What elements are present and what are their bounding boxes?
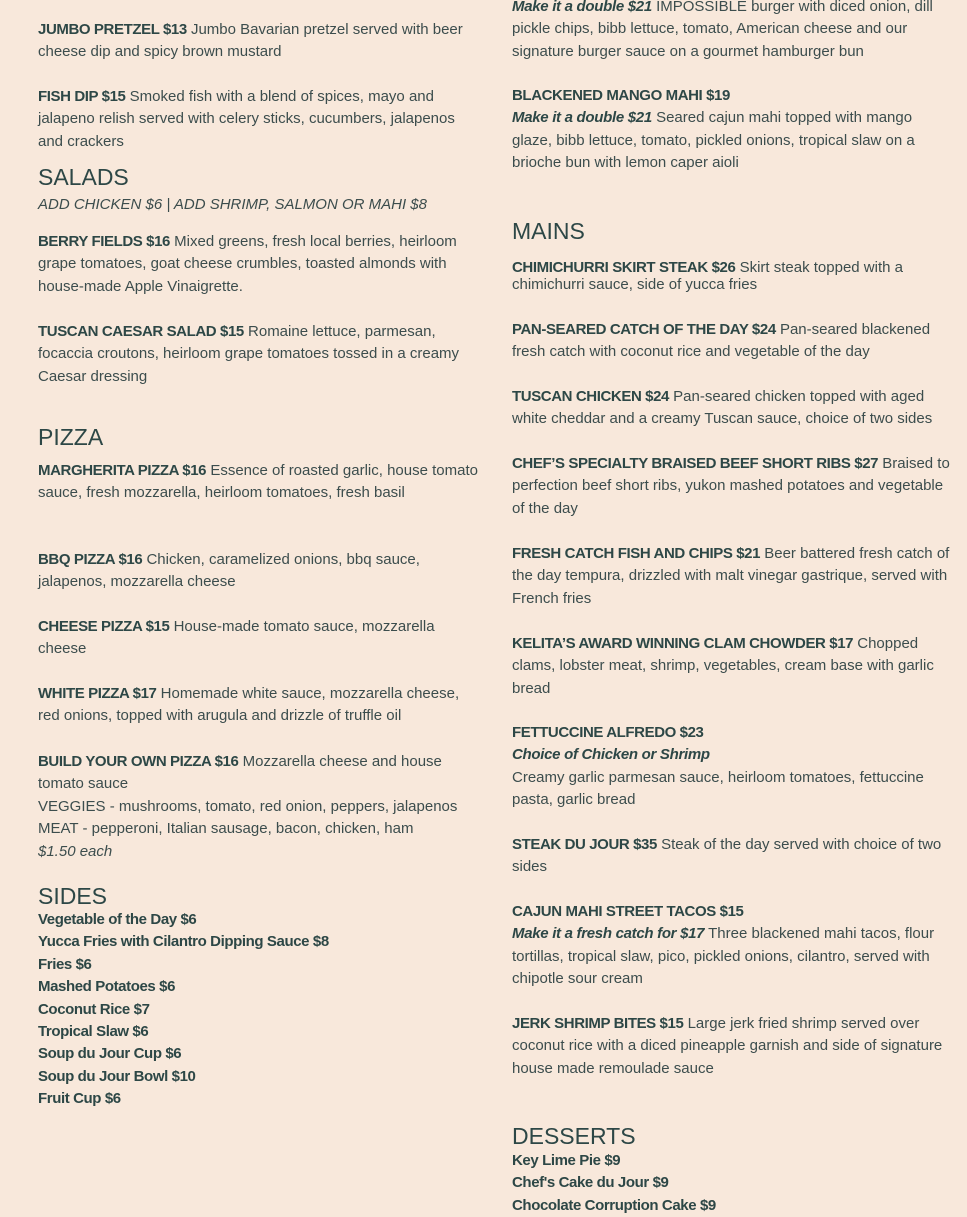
item-description: Chicken, caramelized onions, bbq sauce, jalapenos, mozzarella cheese xyxy=(38,551,420,591)
menu-item-tuscan-chicken xyxy=(512,386,952,431)
item-name: CHEF’S SPECIALTY BRAISED BEEF SHORT RIBS $27 xyxy=(512,455,879,472)
item-name: BERRY FIELDS $16 xyxy=(38,233,170,250)
item-description: Pan-seared blackened fresh catch with coconut rice and vegetable of the day xyxy=(512,321,931,361)
menu-item-berry-fields xyxy=(38,231,478,298)
side-item: Fries $6 xyxy=(38,955,92,973)
byo-topping-price: $1.50 each xyxy=(38,842,113,860)
section-heading-salads: SALADS xyxy=(38,164,129,190)
item-description: Skirt steak topped with a chimichurri sauce, side of yucca fries xyxy=(512,259,903,293)
item-description: Chopped clams, lobster meat, shrimp, vegetables, cream base with garlic bread xyxy=(512,635,934,697)
side-item: Vegetable of the Day $6 xyxy=(38,911,197,928)
item-description: Large jerk fried shrimp served over coconut rice with a diced pineapple garnish and side of signature house made remoulade sauce xyxy=(512,1015,943,1077)
menu-item-pan-seared-catch xyxy=(512,319,952,364)
menu-item-chimichurri-steak xyxy=(512,259,952,293)
item-name: STEAK DU JOUR $35 xyxy=(512,836,657,853)
item-description: Smoked fish with a blend of spices, mayo and jalapeno relish served with celery sticks, cucumbers, jalapenos and crackers xyxy=(38,88,455,150)
menu-item-cajun-mahi-tacos xyxy=(512,901,952,991)
item-name: BBQ PIZZA $16 xyxy=(38,551,143,568)
dessert-item: Chocolate Corruption Cake $9 xyxy=(512,1196,716,1214)
item-name: WHITE PIZZA $17 xyxy=(38,685,157,702)
menu-item-tuscan-caesar xyxy=(38,321,478,388)
item-description: Seared cajun mahi topped with mango glaze, bibb lettuce, tomato, pickled onions, tropical slaw on a brioche bun with lemon caper aioli xyxy=(512,109,915,172)
byo-meat: MEAT - pepperoni, Italian sausage, bacon, chicken, ham xyxy=(38,820,414,838)
item-name: TUSCAN CHICKEN $24 xyxy=(512,388,669,405)
menu-item-fish-dip xyxy=(38,86,478,153)
item-double-option: Make it a double $21 xyxy=(512,109,652,127)
item-name: FRESH CATCH FISH AND CHIPS $21 xyxy=(512,545,761,562)
menu-item-jerk-shrimp xyxy=(512,1013,952,1080)
menu-item-white-pizza xyxy=(38,683,478,728)
item-name: CHEESE PIZZA $15 xyxy=(38,618,170,635)
item-name: CHIMICHURRI SKIRT STEAK $26 xyxy=(512,259,736,276)
menu-item-bbq-pizza xyxy=(38,549,478,594)
sides-list xyxy=(38,909,329,1111)
item-name: BLACKENED MANGO MAHI $19 xyxy=(512,87,730,104)
menu-item-short-ribs xyxy=(512,453,952,520)
desserts-list xyxy=(512,1150,716,1217)
side-item: Yucca Fries with Cilantro Dipping Sauce $8 xyxy=(38,933,329,951)
item-double-option: Make it a double $21 xyxy=(512,0,652,15)
menu-item-fish-and-chips xyxy=(512,543,952,610)
menu-item-blackened-mango-mahi xyxy=(512,85,952,175)
menu-item-impossible-burger-tail xyxy=(512,0,952,63)
item-description: Essence of roasted garlic, house tomato sauce, fresh mozzarella, heirloom tomatoes, fresh basil xyxy=(38,462,478,502)
section-heading-mains: MAINS xyxy=(512,218,585,244)
dessert-item: Chef's Cake du Jour $9 xyxy=(512,1174,669,1192)
item-description: Pan-seared chicken topped with aged white cheddar and a creamy Tuscan sauce, choice of two sides xyxy=(512,388,933,428)
side-item: Tropical Slaw $6 xyxy=(38,1023,149,1041)
item-description: Beer battered fresh catch of the day tempura, drizzled with malt vinegar gastrique, served with French fries xyxy=(512,545,950,607)
section-heading-pizza: PIZZA xyxy=(38,424,104,450)
item-description: Creamy garlic parmesan sauce, heirloom tomatoes, fettuccine pasta, garlic bread xyxy=(512,768,924,809)
item-name: PAN-SEARED CATCH OF THE DAY $24 xyxy=(512,321,776,338)
item-name: JUMBO PRETZEL $13 xyxy=(38,21,187,38)
item-name: CAJUN MAHI STREET TACOS $15 xyxy=(512,903,744,920)
item-name: MARGHERITA PIZZA $16 xyxy=(38,462,207,479)
menu-item-steak-du-jour xyxy=(512,834,952,879)
item-description: Steak of the day served with choice of two sides xyxy=(512,836,942,876)
menu-item-clam-chowder xyxy=(512,633,952,700)
side-item: Soup du Jour Bowl $10 xyxy=(38,1067,196,1085)
menu-item-fettuccine-alfredo xyxy=(512,722,952,812)
item-description: House-made tomato sauce, mozzarella cheese xyxy=(38,618,435,658)
item-description: Romaine lettuce, parmesan, focaccia croutons, heirloom grape tomatoes tossed in a creamy Caesar dressing xyxy=(38,323,460,385)
item-upgrade-option: Make it a fresh catch for $17 xyxy=(512,925,705,943)
item-description: Mixed greens, fresh local berries, heirloom grape tomatoes, goat cheese crumbles, toasted almonds with house-made Apple Vinaigrette. xyxy=(38,233,457,295)
item-description: Mozzarella cheese and house tomato sauce xyxy=(38,753,442,793)
item-protein-choice: Choice of Chicken or Shrimp xyxy=(512,746,710,764)
side-item: Mashed Potatoes $6 xyxy=(38,978,176,996)
menu-item-jumbo-pretzel xyxy=(38,19,478,64)
side-item: Fruit Cup $6 xyxy=(38,1090,121,1108)
item-description: Jumbo Bavarian pretzel served with beer cheese dip and spicy brown mustard xyxy=(38,21,463,61)
section-heading-sides: SIDES xyxy=(38,883,108,909)
item-name: BUILD YOUR OWN PIZZA $16 xyxy=(38,753,239,770)
item-description: Three blackened mahi tacos, flour tortillas, tropical slaw, pico, pickled onions, cilantro, served with chipotle sour cream xyxy=(512,925,935,988)
menu-item-margherita xyxy=(38,460,478,505)
salads-addon-note: ADD CHICKEN $6 | ADD SHRIMP, SALMON OR MAHI $8 xyxy=(38,196,427,213)
side-item: Soup du Jour Cup $6 xyxy=(38,1045,182,1063)
item-name: FETTUCCINE ALFREDO $23 xyxy=(512,724,704,741)
item-name: FISH DIP $15 xyxy=(38,88,126,105)
menu-item-cheese-pizza xyxy=(38,616,478,661)
dessert-item: Key Lime Pie $9 xyxy=(512,1152,621,1169)
item-name: TUSCAN CAESAR SALAD $15 xyxy=(38,323,244,340)
item-description: IMPOSSIBLE burger with diced onion, dill pickle chips, bibb lettuce, tomato, American cheese and our signature burger sauce on a gourmet hamburger bun xyxy=(512,0,933,60)
item-name: JERK SHRIMP BITES $15 xyxy=(512,1015,684,1032)
item-description: Braised to perfection beef short ribs, yukon mashed potatoes and vegetable of the day xyxy=(512,455,950,517)
side-item: Coconut Rice $7 xyxy=(38,1000,150,1018)
item-description: Homemade white sauce, mozzarella cheese, red onions, topped with arugula and drizzle of truffle oil xyxy=(38,685,460,725)
menu-item-build-your-own xyxy=(38,751,478,863)
item-name: KELITA’S AWARD WINNING CLAM CHOWDER $17 xyxy=(512,635,854,652)
byo-veggies: VEGGIES - mushrooms, tomato, red onion, peppers, jalapenos xyxy=(38,797,458,815)
section-heading-desserts: DESSERTS xyxy=(512,1123,636,1149)
